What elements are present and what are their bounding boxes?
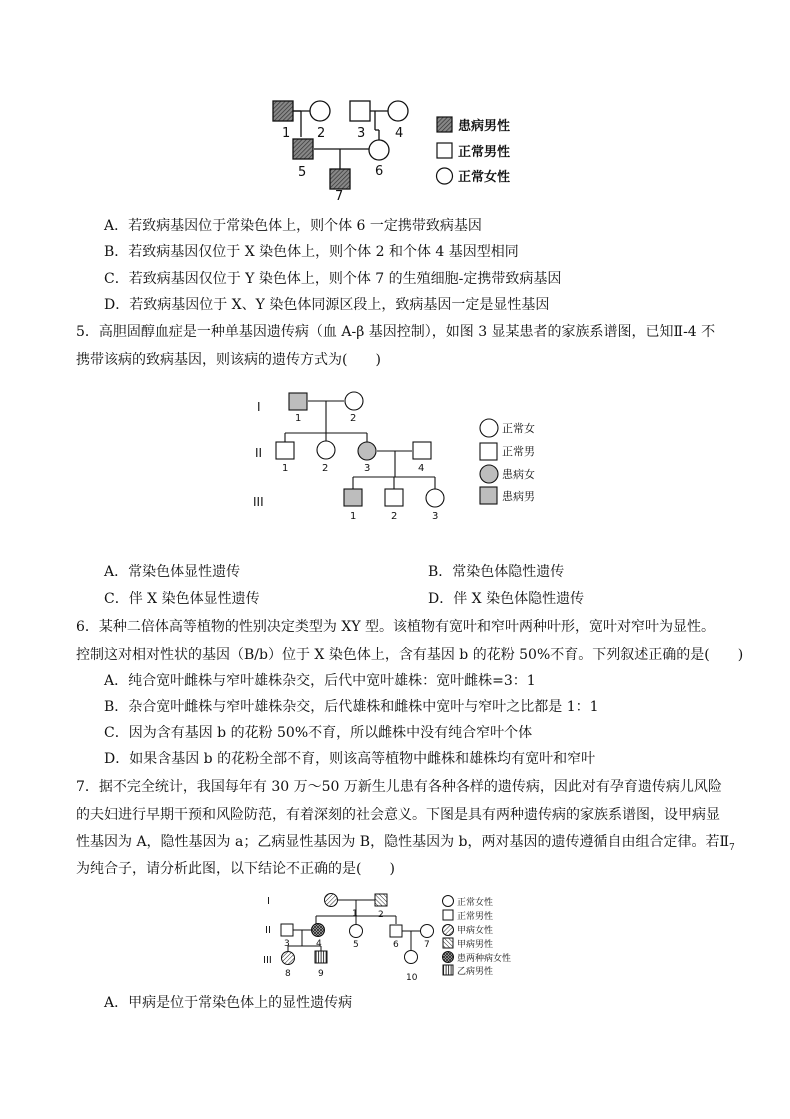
q5-option-c: C．伴 X 染色体显性遗传 — [104, 591, 260, 607]
pedigree2-II-2 — [317, 441, 335, 459]
pedigree1-individual-1 — [273, 101, 293, 121]
pedigree3-num: 7 — [424, 940, 430, 950]
legend1-label: 正常女性 — [458, 170, 511, 185]
pedigree2-num: 2 — [391, 511, 398, 522]
q6-option-d: D．如果含基因 b 的花粉全部不育，则该高等植物中雌株和雄株均有宽叶和窄叶 — [104, 751, 596, 767]
pedigree1-individual-3 — [350, 101, 370, 121]
q4-option-b: B．若致病基因仅位于 X 染色体上，则个体 2 和个体 4 基因型相同 — [104, 244, 519, 260]
legend3-label: 乙病男性 — [457, 967, 494, 977]
pedigree3-III-10 — [405, 951, 418, 964]
legend3-label: 正常女性 — [457, 898, 494, 908]
q4-option-a: A．若致病基因位于常染色体上，则个体 6 一定携带致病基因 — [104, 218, 482, 234]
pedigree-figure-1 — [260, 92, 540, 200]
pedigree3-II-5 — [350, 925, 363, 938]
legend1-label: 患病男性 — [458, 119, 511, 134]
pedigree2-num: 1 — [350, 511, 357, 522]
q7-stem-line3-text: 性基因为 A，隐性基因为 a；乙病显性基因为 B，隐性基因为 b，两对基因的遗传遵循自由组合定律。若Ⅱ — [76, 834, 730, 850]
generation-labels — [253, 400, 264, 509]
pedigree3-II-4 — [312, 924, 325, 937]
q7-stem-line1: 7．据不完全统计，我国每年有 30 万～50 万新生儿患有各种各样的遗传病，因此对有孕育遗传病儿风险 — [76, 779, 722, 795]
legend3-normal-female-icon — [443, 896, 454, 907]
pedigree3-num: 10 — [406, 973, 418, 983]
pedigree2-num: 4 — [418, 463, 425, 474]
legend1-normal-male-icon — [437, 143, 452, 158]
pedigree3-II-3 — [281, 924, 293, 936]
legend3-disease-b-male-icon — [443, 965, 453, 975]
pedigree2-III-2 — [385, 489, 403, 506]
generation-label: I — [257, 400, 261, 414]
legend1-label: 正常男性 — [458, 145, 511, 160]
pedigree3-num: 2 — [378, 910, 384, 920]
pedigree2-III-3 — [426, 489, 444, 507]
pedigree2-III-1 — [344, 489, 362, 506]
pedigree2-num: 3 — [432, 511, 439, 522]
pedigree1-individual-2 — [310, 101, 330, 121]
pedigree1-num: 1 — [282, 126, 291, 141]
legend2-affected-male-icon — [480, 487, 497, 504]
pedigree3-num: 3 — [284, 939, 290, 949]
pedigree3-II-7 — [421, 925, 434, 938]
q7-stem-line3 — [76, 832, 735, 858]
legend2-normal-male-icon — [480, 443, 497, 460]
pedigree3-III-8 — [282, 952, 295, 965]
pedigree3-num: 5 — [353, 940, 359, 950]
pedigree1-individual-7 — [330, 169, 350, 189]
q7-stem-line2: 的夫妇进行早期干预和风险防范，有着深刻的社会意义。下图是具有两种遗传病的家族系谱图，设甲病显 — [76, 807, 720, 823]
q4-option-c: C．若致病基因仅位于 Y 染色体上，则个体 7 的生殖细胞-定携带致病基因 — [104, 271, 562, 287]
pedigree2-I-1 — [289, 393, 307, 410]
pedigree1-individual-6 — [369, 140, 389, 160]
pedigree1-individual-4 — [388, 101, 408, 121]
legend2-label: 患病男 — [502, 490, 535, 503]
pedigree3-II-6 — [390, 925, 402, 937]
legend3-label: 甲病女性 — [457, 926, 494, 936]
q6-option-a: A．纯合宽叶雌株与窄叶雄株杂交，后代中宽叶雄株：宽叶雌株=3：1 — [104, 673, 536, 689]
pedigree3-I-1 — [325, 894, 338, 907]
q7-stem-subscript: 7 — [729, 842, 735, 853]
pedigree3-III-9 — [315, 951, 327, 963]
pedigree2-I-2 — [345, 392, 363, 410]
generation-label: II — [265, 925, 271, 936]
pedigree3-num: 1 — [352, 909, 358, 919]
q6-option-c: C．因为含有基因 b 的花粉 50%不育，所以雌株中没有纯合窄叶个体 — [104, 725, 533, 741]
legend2-label: 正常男 — [502, 445, 535, 458]
pedigree3-num: 4 — [316, 939, 322, 949]
legend3-label: 甲病男性 — [457, 940, 494, 950]
legend3-both-diseases-female-icon — [443, 952, 454, 963]
q5-option-d: D．伴 X 染色体隐性遗传 — [428, 591, 585, 607]
q7-option-a: A．甲病是位于常染色体上的显性遗传病 — [104, 995, 353, 1011]
pedigree1-num: 3 — [357, 126, 366, 141]
q5-option-b: B．常染色体隐性遗传 — [428, 564, 565, 580]
q6-stem-line2: 控制这对相对性状的基因（B/b）位于 X 染色体上，含有基因 b 的花粉 50%不育。下列叙述正确的是( ) — [76, 647, 744, 663]
legend1-normal-female-icon — [437, 168, 453, 184]
legend2-label: 患病女 — [502, 468, 535, 481]
legend2-label: 正常女 — [502, 422, 535, 435]
pedigree3-num: 6 — [393, 940, 399, 950]
pedigree1-individual-5 — [293, 139, 313, 159]
pedigree2-num: 3 — [364, 463, 371, 474]
legend2-normal-female-icon — [480, 419, 498, 437]
pedigree3-num: 9 — [318, 969, 324, 979]
generation-label: I — [267, 896, 270, 907]
pedigree2-num: 1 — [295, 413, 302, 424]
q6-option-b: B．杂合宽叶雌株与窄叶雄株杂交，后代雄株和雌株中宽叶与窄叶之比都是 1：1 — [104, 699, 599, 715]
q4-option-d: D．若致病基因位于 X、Y 染色体同源区段上，致病基因一定是显性基因 — [104, 297, 550, 313]
legend2-affected-female-icon — [480, 465, 498, 483]
pedigree1-num: 5 — [298, 165, 307, 180]
pedigree2-II-3 — [358, 442, 376, 460]
legend1-affected-male-icon — [437, 117, 452, 132]
pedigree1-num: 7 — [335, 189, 344, 200]
generation-label: III — [253, 495, 264, 509]
pedigree2-num: 1 — [282, 463, 289, 474]
pedigree2-num: 2 — [322, 463, 329, 474]
q5-stem-line1: 5．高胆固醇血症是一种单基因遗传病（血 A-β 基因控制），如图 3 显某患者的家族系谱图，已知Ⅱ-4 不 — [76, 324, 716, 340]
pedigree1-num: 6 — [375, 164, 384, 179]
legend3-label: 正常男性 — [457, 912, 494, 922]
pedigree3-I-2 — [375, 894, 387, 906]
legend3-label: 患两种病女性 — [457, 954, 512, 964]
pedigree-figure-3 — [258, 888, 548, 988]
pedigree2-II-4 — [413, 442, 431, 459]
generation-label: II — [255, 446, 263, 460]
generation-label: III — [263, 955, 272, 966]
legend3-disease-a-male-icon — [443, 938, 453, 948]
legend3-normal-male-icon — [443, 910, 453, 920]
pedigree3-num: 8 — [285, 969, 291, 979]
q5-option-a: A．常染色体显性遗传 — [104, 564, 241, 580]
pedigree1-num: 4 — [395, 126, 404, 141]
pedigree1-num: 2 — [317, 126, 326, 141]
q6-stem-line1: 6．某种二倍体高等植物的性别决定类型为 XY 型。该植物有宽叶和窄叶两种叶形，宽叶对窄叶为显性。 — [76, 619, 716, 635]
pedigree-figure-2 — [250, 385, 550, 530]
q5-stem-line2: 携带该病的致病基因，则该病的遗传方式为( ) — [76, 352, 381, 368]
q7-stem-line4: 为纯合子，请分析此图，以下结论不正确的是( ) — [76, 861, 395, 877]
pedigree2-num: 2 — [350, 413, 357, 424]
pedigree2-II-1 — [276, 442, 294, 459]
legend3-disease-a-female-icon — [443, 925, 454, 936]
